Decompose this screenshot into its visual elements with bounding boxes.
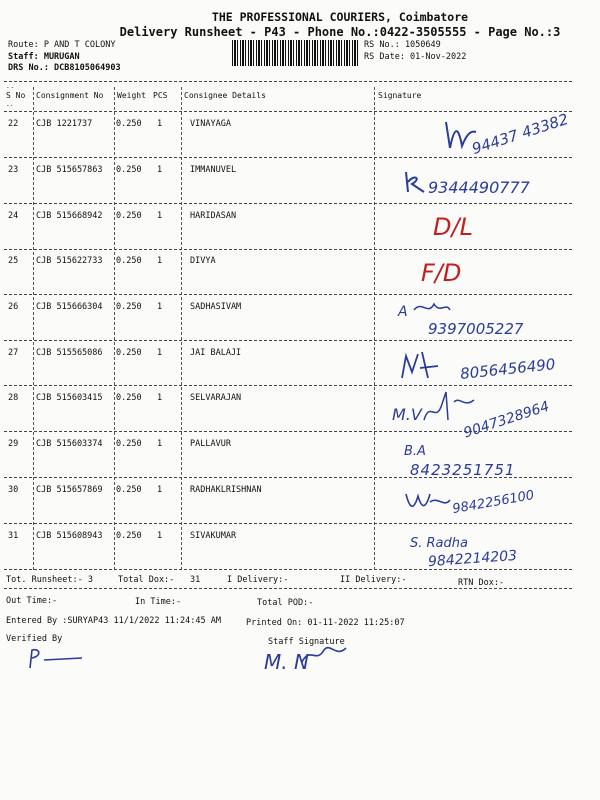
signature-scribble bbox=[412, 298, 452, 318]
signature-row22: 94437 43382 bbox=[469, 109, 571, 159]
col-header-weight: Weight bbox=[117, 91, 146, 100]
row-sno: 26 bbox=[8, 302, 19, 312]
verifier-signature bbox=[26, 646, 86, 670]
row-sno: 28 bbox=[8, 393, 19, 403]
entered-by: Entered By :SURYAP43 11/1/2022 11:24:45 AM bbox=[6, 616, 221, 626]
row-consignment: CJB 515622733 bbox=[36, 256, 103, 266]
row-sno: 31 bbox=[8, 531, 19, 541]
row-consignment: CJB 515603415 bbox=[36, 393, 103, 403]
staff-label: Staff: MURUGAN bbox=[8, 52, 80, 62]
col-header-consignment: Consignment No bbox=[36, 91, 104, 100]
staff-signature-label: Staff Signature bbox=[268, 637, 345, 647]
signature-scribble bbox=[400, 170, 428, 196]
total-dox-value: 31 bbox=[190, 575, 201, 585]
row-weight: 0.250 bbox=[116, 119, 142, 129]
row-rule bbox=[4, 385, 572, 386]
row-pcs: 1 bbox=[157, 119, 163, 129]
row-sno: 30 bbox=[8, 485, 19, 495]
signature-row30: 9842256100 bbox=[451, 487, 536, 518]
in-time: In Time:- bbox=[135, 597, 182, 607]
verified-by: Verified By bbox=[6, 634, 63, 644]
i-delivery: I Delivery:- bbox=[227, 575, 289, 585]
row-pcs: 1 bbox=[157, 211, 163, 221]
signature-scribble bbox=[398, 348, 458, 384]
signature-scribble bbox=[404, 488, 452, 514]
col-header-consignee: Consignee Details bbox=[184, 91, 266, 100]
footer-rule bbox=[4, 588, 572, 589]
row-rule bbox=[4, 294, 572, 295]
col-header-signature: Signature bbox=[378, 91, 422, 100]
row-sno: 27 bbox=[8, 348, 19, 358]
row-rule bbox=[4, 249, 572, 250]
runsheet-subtitle: Delivery Runsheet - P43 - Phone No.:0422-3505555 - Page No.:3 bbox=[119, 25, 561, 39]
row-sno: 24 bbox=[8, 211, 19, 221]
signature-row28: 9047328964 bbox=[461, 398, 552, 442]
row-weight: 0.250 bbox=[116, 439, 142, 449]
row-consignee: SIVAKUMAR bbox=[190, 531, 237, 541]
barcode bbox=[232, 40, 358, 66]
row-consignment: CJB 515666304 bbox=[36, 302, 103, 312]
row-rule bbox=[4, 523, 572, 524]
row-consignment: CJB 1221737 bbox=[36, 119, 93, 129]
row-consignment: CJB 515657863 bbox=[36, 165, 103, 175]
row-consignment: CJB 515668942 bbox=[36, 211, 103, 221]
row-rule bbox=[4, 340, 572, 341]
row-consignee: HARIDASAN bbox=[190, 211, 237, 221]
row-consignment: CJB 515608943 bbox=[36, 531, 103, 541]
rs-date: RS Date: 01-Nov-2022 bbox=[364, 52, 467, 62]
rs-number: RS No.: 1050649 bbox=[364, 40, 441, 50]
company-title: THE PROFESSIONAL COURIERS, Coimbatore bbox=[211, 10, 469, 24]
printed-on: Printed On: 01-11-2022 11:25:07 bbox=[246, 618, 405, 628]
total-pod: Total POD:- bbox=[257, 598, 314, 608]
row-pcs: 1 bbox=[157, 439, 163, 449]
row-consignment: CJB 515657869 bbox=[36, 485, 103, 495]
signature-row29: 8423251751 bbox=[410, 461, 516, 479]
row-weight: 0.250 bbox=[116, 256, 142, 266]
signature-row31-name: S. Radha bbox=[410, 536, 468, 551]
row-weight: 0.250 bbox=[116, 211, 142, 221]
staff-signature: M. N bbox=[264, 650, 309, 674]
signature-row29-initials: B.A bbox=[404, 444, 426, 459]
row-consignee: SADHASIVAM bbox=[190, 302, 242, 312]
row-weight: 0.250 bbox=[116, 485, 142, 495]
row-consignee: VINAYAGA bbox=[190, 119, 231, 129]
row-weight: 0.250 bbox=[116, 393, 142, 403]
row-rule bbox=[4, 203, 572, 204]
dash-mark: -- bbox=[6, 102, 14, 109]
col-sep-cno bbox=[114, 87, 115, 570]
row-pcs: 1 bbox=[157, 531, 163, 541]
total-dox-label: Total Dox:- bbox=[118, 575, 175, 585]
row-pcs: 1 bbox=[157, 302, 163, 312]
row-sno: 29 bbox=[8, 439, 19, 449]
col-header-pcs: PCS bbox=[153, 91, 168, 100]
signature-row28-initials: M.V bbox=[392, 405, 422, 424]
route-label: Route: P AND T COLONY bbox=[8, 40, 116, 50]
row-pcs: 1 bbox=[157, 256, 163, 266]
row-rule bbox=[4, 569, 572, 570]
col-sep-sno bbox=[33, 87, 34, 570]
row-weight: 0.250 bbox=[116, 302, 142, 312]
tot-runsheet: Tot. Runsheet:- 3 bbox=[6, 575, 93, 585]
signature-scribble bbox=[300, 640, 350, 668]
row-sno: 25 bbox=[8, 256, 19, 266]
row-rule bbox=[4, 157, 572, 158]
row-consignment: CJB 515603374 bbox=[36, 439, 103, 449]
signature-row25: F/D bbox=[421, 259, 462, 287]
row-consignee: RADHAKLRISHNAN bbox=[190, 485, 262, 495]
signature-row23: 9344490777 bbox=[428, 178, 530, 197]
col-sep-details bbox=[374, 87, 375, 570]
table-top-rule bbox=[4, 81, 572, 82]
row-weight: 0.250 bbox=[116, 531, 142, 541]
row-weight: 0.250 bbox=[116, 348, 142, 358]
rtn-dox: RTN Dox:- bbox=[458, 578, 505, 588]
signature-row26-name: A bbox=[398, 304, 408, 320]
row-consignee: PALLAVUR bbox=[190, 439, 231, 449]
col-sep-pcs bbox=[181, 87, 182, 570]
row-rule bbox=[4, 111, 572, 112]
out-time: Out Time:- bbox=[6, 596, 58, 606]
signature-row26: 9397005227 bbox=[428, 320, 524, 338]
row-consignee: JAI BALAJI bbox=[190, 348, 242, 358]
row-pcs: 1 bbox=[157, 165, 163, 175]
signature-row27: 8056456490 bbox=[459, 355, 557, 383]
row-sno: 22 bbox=[8, 119, 19, 129]
ii-delivery: II Delivery:- bbox=[340, 575, 407, 585]
dash-mark: -- bbox=[6, 84, 16, 91]
row-sno: 23 bbox=[8, 165, 19, 175]
signature-row24: D/L bbox=[433, 213, 473, 241]
row-weight: 0.250 bbox=[116, 165, 142, 175]
row-consignment: CJB 515565086 bbox=[36, 348, 103, 358]
row-pcs: 1 bbox=[157, 485, 163, 495]
row-consignee: DIVYA bbox=[190, 256, 216, 266]
row-pcs: 1 bbox=[157, 348, 163, 358]
col-header-sno: S No bbox=[6, 91, 26, 100]
row-pcs: 1 bbox=[157, 393, 163, 403]
drs-number: DRS No.: DCB8105064903 bbox=[8, 63, 121, 73]
row-consignee: SELVARAJAN bbox=[190, 393, 242, 403]
signature-row31: 9842214203 bbox=[427, 547, 518, 571]
row-consignee: IMMANUVEL bbox=[190, 165, 237, 175]
